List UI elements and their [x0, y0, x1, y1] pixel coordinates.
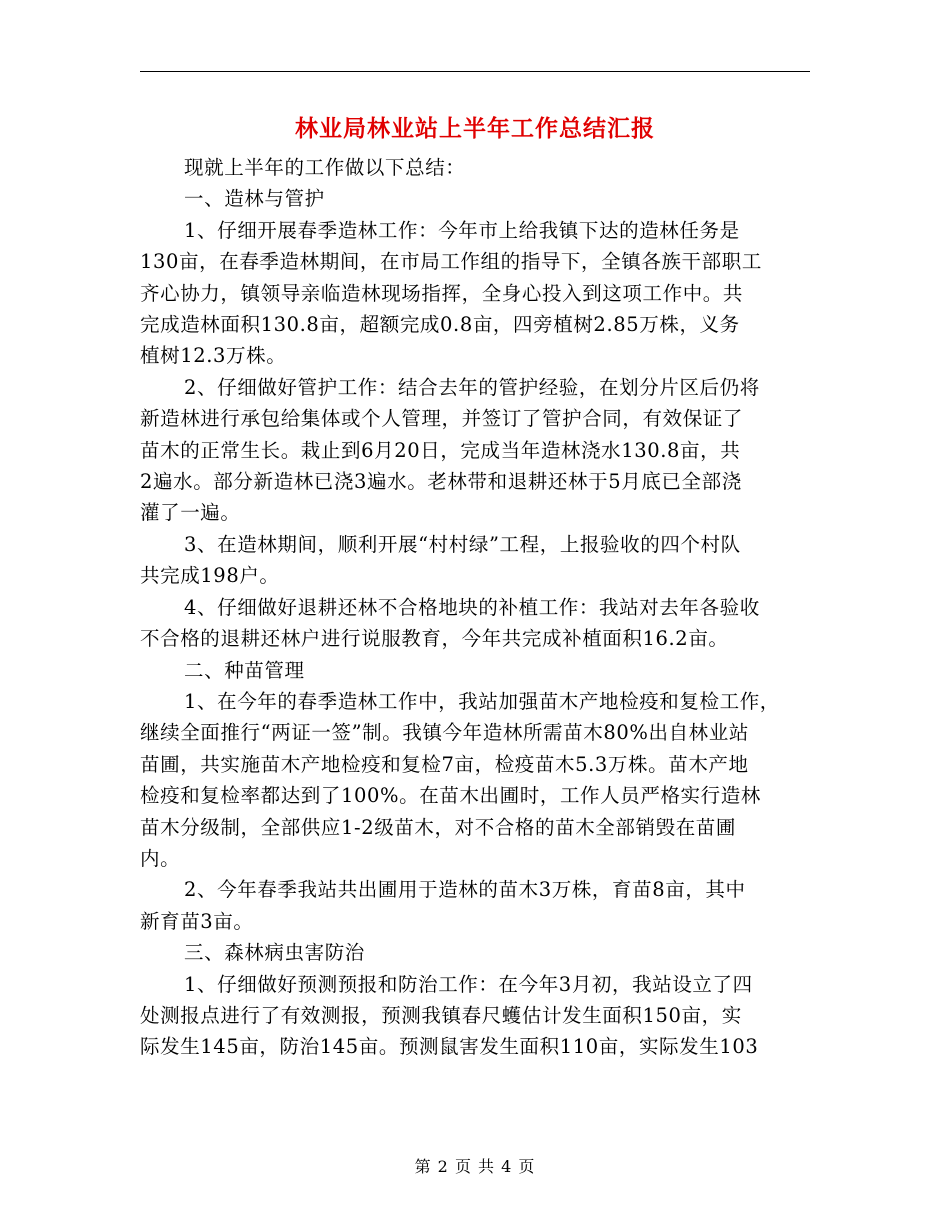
text-line: 处测报点进行了有效测报，预测我镇春尺蠖估计发生面积150亩，实 [140, 1003, 742, 1027]
text-line: 新育苗3亩。 [140, 909, 254, 933]
page-number: 第 2 页 共 4 页 [414, 1157, 536, 1176]
text-line: 苗木分级制，全部供应1-2级苗木，对不合格的苗木全部销毁在苗圃 [140, 815, 737, 839]
paragraph [140, 874, 812, 937]
text-line: 2、仔细做好管护工作：结合去年的管护经验，在划分片区后仍将 [184, 375, 760, 399]
text-line: 苗木的正常生长。栽止到6月20日，完成当年造林浇水130.8亩，共 [140, 438, 741, 462]
text-line: 苗圃，共实施苗木产地检疫和复检7亩，检疫苗木5.3万株。苗木产地 [140, 752, 749, 776]
text-line: 际发生145亩，防治145亩。预测鼠害发生面积110亩，实际发生103 [140, 1035, 759, 1059]
text-line: 2遍水。部分新造林已浇3遍水。老林带和退耕还林于5月底已全部浇 [140, 470, 742, 494]
text-line: 内。 [140, 846, 181, 870]
section-heading [140, 937, 812, 968]
document-body [140, 152, 812, 1063]
text-line: 灌了一遍。 [140, 501, 241, 525]
text-line: 齐心协力，镇领导亲临造林现场指挥，全身心投入到这项工作中。共 [140, 281, 744, 305]
text-line: 不合格的退耕还林户进行说服教育，今年共完成补植面积16.2亩。 [140, 627, 729, 651]
paragraph [140, 152, 812, 183]
text-line: 检疫和复检率都达到了100%。在苗木出圃时，工作人员严格实行造林 [140, 784, 761, 808]
text-line: 共完成198户。 [140, 564, 280, 588]
text-line: 完成造林面积130.8亩，超额完成0.8亩，四旁植树2.85万株，义务 [140, 313, 740, 337]
text-line: 新造林进行承包给集体或个人管理，并签订了管护合同，有效保证了 [140, 407, 744, 431]
header-rule [140, 71, 810, 72]
paragraph [140, 969, 812, 1063]
section-heading [140, 655, 812, 686]
paragraph [140, 215, 812, 372]
paragraph [140, 592, 812, 655]
text-line: 三、森林病虫害防治 [184, 941, 365, 965]
section-heading [140, 183, 812, 214]
text-line: 1、仔细做好预测预报和防治工作：在今年3月初，我站设立了四 [184, 972, 753, 996]
text-line: 3、在造林期间，顺利开展“村村绿”工程，上报验收的四个村队 [184, 532, 741, 556]
text-line: 一、造林与管护 [184, 187, 325, 211]
text-line: 2、今年春季我站共出圃用于造林的苗木3万株，育苗8亩，其中 [184, 878, 746, 902]
text-line: 4、仔细做好退耕还林不合格地块的补植工作：我站对去年各验收 [184, 595, 760, 619]
paragraph [140, 372, 812, 529]
text-line: 植树12.3万株。 [140, 344, 287, 368]
text-line: 1、仔细开展春季造林工作：今年市上给我镇下达的造林任务是 [184, 218, 740, 242]
text-line: 130亩，在春季造林期间，在市局工作组的指导下，全镇各族干部职工 [140, 250, 762, 274]
text-line: 现就上半年的工作做以下总结： [184, 156, 466, 179]
paragraph [140, 686, 812, 874]
text-line: 二、种苗管理 [184, 658, 305, 682]
text-line: 继续全面推行“两证一签”制。我镇今年造林所需苗木80%出自林业站 [140, 721, 749, 745]
document-title: 林业局林业站上半年工作总结汇报 [295, 115, 655, 142]
paragraph [140, 529, 812, 592]
text-line: 1、在今年的春季造林工作中，我站加强苗木产地检疫和复检工作， [184, 689, 780, 713]
